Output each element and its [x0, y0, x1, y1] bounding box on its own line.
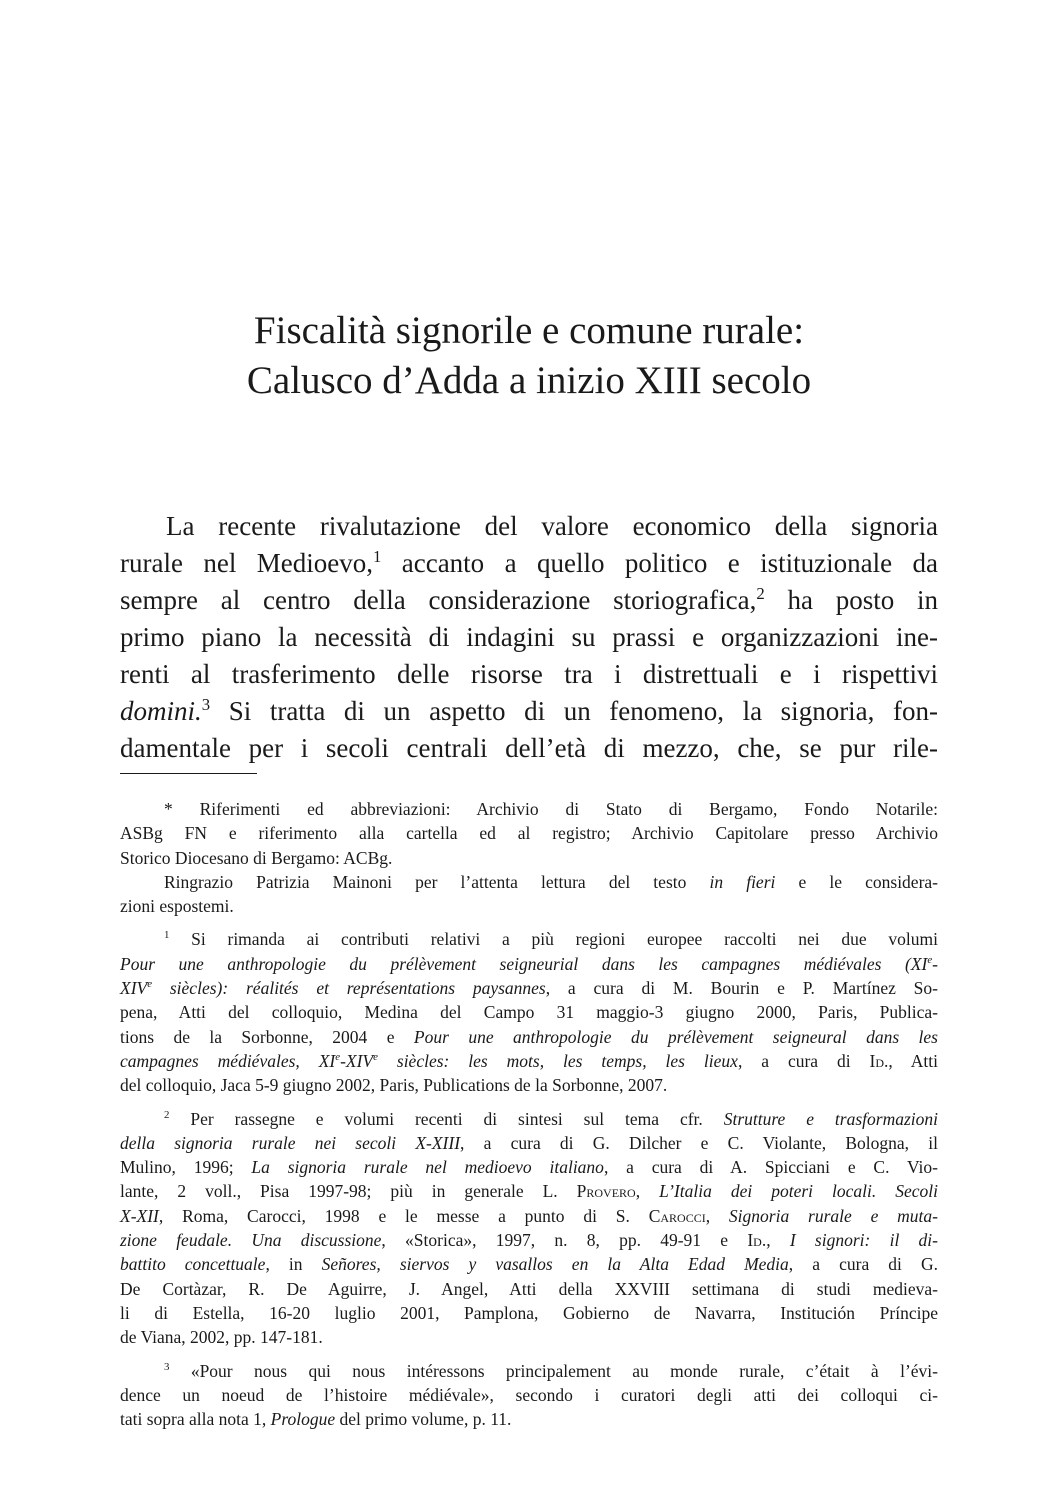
footnote-italic: campagnes médiévales, XI — [120, 1050, 336, 1071]
title-line-1: Fiscalità signorile e comune rurale: — [253, 309, 805, 352]
body-line: primo piano la necessità di indagini su prassi e organizzazioni ine- — [120, 622, 938, 652]
footnote-sup: e — [927, 953, 933, 966]
footnote-italic: XIV — [120, 978, 148, 999]
footnote-2 — [120, 1107, 938, 1350]
footnote-line — [120, 952, 938, 976]
footnote-line: ASBg FN e riferimento alla cartella ed al registro; Archivio Capitolare presso Archivio — [120, 823, 938, 844]
body-text — [120, 508, 938, 767]
footnote-italic: Strutture e trasformazioni — [723, 1108, 939, 1129]
footnote-line: * Riferimenti ed abbreviazioni: Archivio di Stato di Bergamo, Fondo Notarile: — [164, 799, 938, 819]
footnote-line: de Viana, 2002, pp. 147-181. — [120, 1327, 323, 1348]
footnote-line — [120, 1252, 938, 1276]
footnote-span: , in — [265, 1254, 322, 1275]
footnote-italic: X-XII — [120, 1205, 159, 1226]
footnote-number: 2 — [164, 1108, 170, 1121]
footnote-span: , a cura di G. Dilcher e C. Violante, Bologna, il — [460, 1132, 938, 1153]
body-line — [120, 545, 938, 582]
footnote-acknowledgement — [120, 870, 938, 919]
footnote-span: , a cura di M. Bourin e P. Martínez So- — [545, 978, 938, 999]
footnote-italic: Signoria rurale e muta- — [728, 1205, 938, 1226]
footnote-italic: in fieri — [709, 871, 776, 892]
footnote-span: , — [766, 1230, 790, 1251]
footnote-line — [120, 1359, 938, 1383]
footnote-italic: - — [932, 953, 938, 974]
footnote-ref-2: 2 — [756, 584, 765, 603]
footnote-sup: e — [147, 978, 153, 991]
footnote-star — [120, 797, 938, 870]
footnote-italic: -XIV — [340, 1050, 374, 1071]
footnote-span: Mulino, 1996; — [120, 1157, 252, 1178]
footnote-italic: siècles): réalités et représentations paysannes — [152, 978, 546, 999]
footnote-italic: L’Italia dei poteri locali. Secoli — [659, 1181, 938, 1202]
footnote-line — [120, 1107, 938, 1131]
footnote-smallcaps: Carocci — [648, 1205, 706, 1226]
title-line-2: Calusco d’Adda a inizio XIII secolo — [246, 359, 812, 402]
footnote-italic: Prologue — [270, 1409, 336, 1430]
footnote-span: «Pour nous qui nous intéressons principalement au monde rurale, c’était à l’évi- — [169, 1360, 938, 1381]
footnote-span: , a cura di A. Spicciani e C. Vio- — [603, 1157, 938, 1178]
footnote-span: del primo volume, p. 11. — [335, 1409, 512, 1430]
footnote-3 — [120, 1359, 938, 1432]
footnote-line — [120, 870, 938, 894]
footnote-number: 1 — [164, 929, 170, 942]
footnote-span: Si rimanda ai contributi relativi a più regioni europee raccolti nei due volumi — [169, 929, 938, 950]
footnote-line — [120, 1131, 938, 1155]
body-text-span: accanto a quello politico e istituzionale da — [381, 548, 938, 578]
footnote-smallcaps: Provero — [576, 1181, 636, 1202]
body-line — [120, 582, 938, 619]
footnote-line — [120, 927, 938, 951]
footnote-italic: Señores, siervos y vasallos en la Alta Edad Media — [321, 1254, 789, 1275]
footnote-smallcaps: Id. — [869, 1050, 889, 1071]
body-line: La recente rivalutazione del valore economico della signoria — [166, 511, 938, 541]
footnote-1 — [120, 927, 938, 1097]
footnote-line: pena, Atti del colloquio, Medina del Campo 31 maggio-3 giugno 2000, Paris, Publica- — [120, 1002, 938, 1023]
footnote-sup: e — [335, 1051, 341, 1064]
body-line — [120, 693, 938, 730]
footnote-ref-1: 1 — [372, 547, 382, 566]
footnote-line — [120, 1025, 938, 1049]
footnote-line: dence un noeud de l’histoire médiévale», secondo i curatori degli atti dei colloqui ci- — [120, 1384, 938, 1405]
footnote-smallcaps: Id. — [747, 1230, 767, 1251]
footnote-span: , «Storica», 1997, n. 8, pp. 49-91 e — [381, 1230, 748, 1251]
footnote-italic: della signoria rurale nei secoli X-XIII — [120, 1132, 461, 1153]
footnote-line — [120, 1407, 938, 1431]
footnote-span: , a cura di G. — [788, 1254, 939, 1275]
footnote-span: Per rassegne e volumi recenti di sintesi sul tema cfr. — [169, 1108, 724, 1129]
footnote-italic: battito concettuale — [120, 1254, 266, 1275]
footnote-sup: e — [373, 1051, 378, 1064]
body-italic: domini. — [120, 696, 202, 726]
article-title — [120, 306, 938, 406]
footnote-italic: I signori: il di- — [789, 1230, 938, 1251]
body-text-span: Si tratta di un aspetto di un fenomeno, la signoria, fon- — [210, 696, 938, 726]
footnote-span: e le considera- — [775, 871, 938, 892]
footnote-number: 3 — [164, 1360, 170, 1373]
footnote-span: , a cura di — [737, 1050, 870, 1071]
footnote-span: lante, 2 voll., Pisa 1997-98; più in generale L. — [120, 1181, 577, 1202]
footnote-italic: siècles: les mots, les temps, les lieux — [377, 1050, 738, 1071]
footnote-italic: La signoria rurale nel medioevo italiano — [251, 1157, 604, 1178]
body-text-span: sempre al centro della considerazione storiografica, — [120, 585, 757, 615]
body-line: renti al trasferimento delle risorse tra i distrettuali e i rispettivi — [120, 659, 938, 689]
footnote-ref-3: 3 — [201, 695, 211, 714]
footnote-separator — [120, 773, 257, 774]
footnote-line: li di Estella, 16-20 luglio 2001, Pamplona, Gobierno de Navarra, Institución Príncipe — [120, 1302, 938, 1323]
footnote-span: , Atti — [888, 1050, 938, 1071]
body-text-span: rurale nel Medioevo, — [120, 548, 373, 578]
footnote-line — [120, 1204, 938, 1228]
body-text-span: ha posto in — [764, 585, 938, 615]
footnote-italic: Pour une anthropologie du prélèvement seigneural dans les — [413, 1026, 938, 1047]
footnote-line: zioni espostemi. — [120, 896, 234, 917]
footnote-span: , — [705, 1205, 729, 1226]
body-line: damentale per i secoli centrali dell’età di mezzo, che, se pur rile- — [120, 733, 938, 763]
footnote-line: De Cortàzar, R. De Aguirre, J. Angel, Atti della XXVIII settimana di studi medieva- — [120, 1278, 938, 1299]
footnotes — [120, 797, 938, 1431]
footnote-line — [120, 1155, 938, 1179]
footnote-span: tions de la Sorbonne, 2004 e — [120, 1026, 414, 1047]
footnote-line: Storico Diocesano di Bergamo: ACBg. — [120, 847, 393, 868]
footnote-line — [120, 1049, 938, 1073]
footnote-span: , — [635, 1181, 660, 1202]
footnote-italic: zione feudale. Una discussione — [120, 1230, 382, 1251]
footnote-line: del colloquio, Jaca 5-9 giugno 2002, Paris, Publications de la Sorbonne, 2007. — [120, 1075, 668, 1096]
footnote-span: , Roma, Carocci, 1998 e le messe a punto di S. — [158, 1205, 649, 1226]
footnote-line — [120, 1228, 938, 1252]
footnote-line — [120, 976, 938, 1000]
footnote-italic: Pour une anthropologie du prélèvement seigneurial dans les campagnes médiévales (XI — [120, 953, 928, 974]
footnote-span: Ringrazio Patrizia Mainoni per l’attenta lettura del testo — [164, 871, 710, 892]
footnote-line — [120, 1179, 938, 1203]
footnote-span: tati sopra alla nota 1, — [120, 1409, 271, 1430]
